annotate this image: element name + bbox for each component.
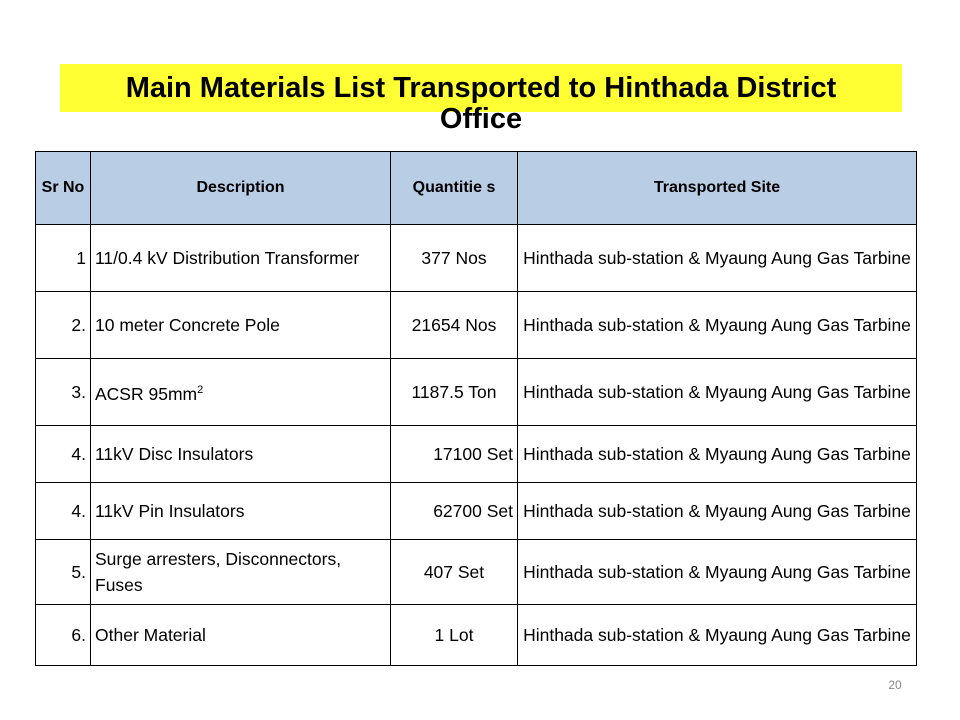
cell-quantity: 407 Set	[391, 540, 518, 605]
table-row	[36, 225, 917, 292]
materials-table	[35, 151, 917, 666]
table-header-row	[36, 152, 917, 225]
cell-sr: 3.	[36, 359, 91, 426]
cell-quantity: 377 Nos	[391, 225, 518, 292]
cell-sr: 4.	[36, 483, 91, 540]
cell-description: 11/0.4 kV Distribution Transformer	[91, 225, 391, 292]
page-number: 20	[888, 678, 902, 692]
cell-sr: 1	[36, 225, 91, 292]
cell-site: Hinthada sub-station & Myaung Aung Gas Tarbine	[518, 605, 917, 666]
cell-description: Other Material	[91, 605, 391, 666]
table-row	[36, 605, 917, 666]
slide-title-line1: Main Materials List Transported to Hinthada District	[125, 72, 837, 104]
cell-quantity: 1187.5 Ton	[391, 359, 518, 426]
cell-description: Surge arresters, Disconnectors, Fuses	[91, 540, 391, 605]
superscript-two: 2	[197, 384, 204, 397]
cell-site: Hinthada sub-station & Myaung Aung Gas Tarbine	[518, 359, 917, 426]
header-sr-no: Sr No	[36, 152, 91, 225]
table-row	[36, 359, 917, 426]
table-row	[36, 426, 917, 483]
cell-site: Hinthada sub-station & Myaung Aung Gas Tarbine	[518, 426, 917, 483]
table-row	[36, 483, 917, 540]
table-row	[36, 292, 917, 359]
header-transported-site: Transported Site	[518, 152, 917, 225]
cell-quantity: 62700 Set	[391, 483, 518, 540]
cell-site: Hinthada sub-station & Myaung Aung Gas Tarbine	[518, 540, 917, 605]
cell-site: Hinthada sub-station & Myaung Aung Gas Tarbine	[518, 483, 917, 540]
cell-description: 10 meter Concrete Pole	[91, 292, 391, 359]
cell-description: 11kV Disc Insulators	[91, 426, 391, 483]
cell-description: 11kV Pin Insulators	[91, 483, 391, 540]
cell-quantity: 17100 Set	[391, 426, 518, 483]
slide-title	[60, 64, 902, 136]
cell-sr: 5.	[36, 540, 91, 605]
cell-sr: 6.	[36, 605, 91, 666]
cell-site: Hinthada sub-station & Myaung Aung Gas Tarbine	[518, 292, 917, 359]
cell-site: Hinthada sub-station & Myaung Aung Gas Tarbine	[518, 225, 917, 292]
table-row	[36, 540, 917, 605]
cell-quantity: 1 Lot	[391, 605, 518, 666]
cell-description-text: ACSR 95mm	[95, 383, 198, 404]
cell-sr: 2.	[36, 292, 91, 359]
slide-title-line2: Office	[439, 103, 523, 135]
cell-quantity: 21654 Nos	[391, 292, 518, 359]
cell-description	[91, 359, 391, 426]
cell-sr: 4.	[36, 426, 91, 483]
header-description: Description	[91, 152, 391, 225]
header-quantities: Quantitie s	[391, 152, 518, 225]
